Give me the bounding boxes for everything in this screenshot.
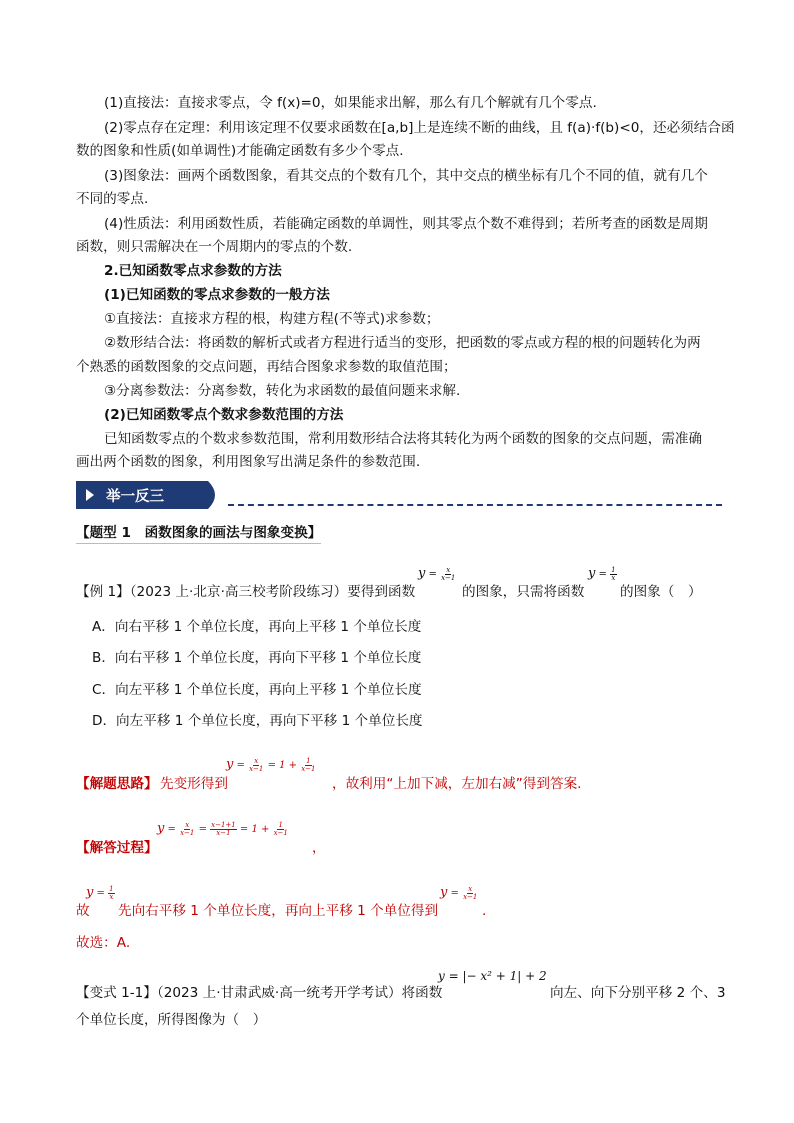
solution-idea-text-a: 先变形得到: [160, 776, 228, 792]
method-separate: ③分离参数法：分离参数，转化为求函数的最值问题来求解.: [104, 383, 461, 399]
step-formula-x-over-x-1: y = $\frac{x}{x-1}$: [440, 885, 478, 901]
idea-formula: y = $\frac{x}{x-1}$ = 1 + $\frac{1}{x-1}$: [226, 757, 316, 773]
variant-line1-b: 向左、向下分别平移 2 个、3: [550, 985, 726, 1001]
variant-formula: y = |− x² + 1| + 2: [438, 969, 547, 983]
solution-process-label: 【解答过程】: [76, 840, 158, 856]
method-combine-line1: ②数形结合法：将函数的解析式或者方程进行适当的变形，把函数的零点或方程的根的问题转化为两: [104, 335, 701, 351]
method-property-line2: 函数，则只需解决在一个周期内的零点的个数.: [76, 239, 353, 255]
process-comma: ，: [312, 840, 326, 856]
example1-formula-y-x-over-x-1: y = $\frac{x}{x-1}$: [418, 566, 456, 582]
step-prefix: 故: [76, 903, 90, 919]
option-d[interactable]: D．向左平移 1 个单位长度，再向下平移 1 个单位长度: [92, 713, 423, 729]
subheading-count: (2)已知函数零点个数求参数范围的方法: [104, 407, 344, 423]
variant-line2: 个单位长度，所得图像为（ ）: [76, 1012, 267, 1028]
example1-middle: 的图象，只需将函数: [462, 584, 585, 600]
option-c[interactable]: C．向左平移 1 个单位长度，再向上平移 1 个单位长度: [92, 682, 422, 698]
step-text: 先向右平移 1 个单位长度，再向上平移 1 个单位得到: [118, 903, 439, 919]
method-count-line2: 画出两个函数的图象，利用图象写出满足条件的参数范围.: [76, 454, 421, 470]
step-formula-1-over-x: y = $\frac{1}{x}$: [86, 885, 114, 901]
method-theorem-line1: (2)零点存在定理：利用该定理不仅要求函数在[a,b]上是连续不断的曲线，且 f(a)·f(b)<0，还必须结合函: [104, 120, 735, 136]
answer: 故选：A.: [76, 935, 131, 951]
method-direct-root: ①直接法：直接求方程的根，构建方程(不等式)求参数；: [104, 311, 440, 327]
variant-line1-a: 【变式 1-1】（2023 上·甘肃武威·高一统考开学考试）将函数: [76, 985, 443, 1001]
process-formula: y = $\frac{x}{x-1}$ = $\frac{x-1+1}{x-1}$ = 1 + $\frac{1}{x-1}$: [157, 821, 288, 837]
solution-idea-text-b: ，故利用“上加下减，左加右减”得到答案.: [332, 776, 582, 792]
banner-label: 举一反三: [106, 489, 164, 505]
option-a[interactable]: A．向右平移 1 个单位长度，再向上平移 1 个单位长度: [92, 619, 422, 635]
step-period: .: [482, 903, 487, 919]
method-property-line1: (4)性质法：利用函数性质，若能确定函数的单调性，则其零点个数不难得到；若所考查的函数是周期: [104, 216, 708, 232]
banner-dash-divider: [228, 504, 722, 506]
solution-idea-label: 【解题思路】: [76, 776, 158, 792]
example1-formula-y-1-over-x: y = $\frac{1}{x}$: [588, 566, 616, 582]
heading-zero-param: 2.已知函数零点求参数的方法: [104, 263, 282, 279]
option-b[interactable]: B．向右平移 1 个单位长度，再向下平移 1 个单位长度: [92, 650, 422, 666]
method-graph-line1: (3)图象法：画两个函数图象，看其交点的个数有几个，其中交点的横坐标有几个不同的值，就有几个: [104, 168, 708, 184]
section-banner: [76, 481, 222, 509]
method-count-line1: 已知函数零点的个数求参数范围，常利用数形结合法将其转化为两个函数的图象的交点问题，需准确: [104, 431, 703, 447]
method-theorem-line2: 数的图象和性质(如单调性)才能确定函数有多少个零点.: [76, 143, 404, 159]
method-direct: (1)直接法：直接求零点，令 f(x)=0，如果能求出解，那么有几个解就有几个零点.: [104, 95, 597, 111]
method-combine-line2: 个熟悉的函数图象的交点问题，再结合图象求参数的取值范围；: [76, 359, 457, 375]
example1-suffix: 的图象（ ）: [620, 584, 702, 600]
method-graph-line2: 不同的零点.: [76, 191, 149, 207]
example1-prefix: 【例 1】（2023 上·北京·高三校考阶段练习）要得到函数: [76, 584, 416, 600]
subheading-general: (1)已知函数的零点求参数的一般方法: [104, 287, 330, 303]
topic-tag: 【题型 1 函数图象的画法与图象变换】: [76, 521, 321, 544]
